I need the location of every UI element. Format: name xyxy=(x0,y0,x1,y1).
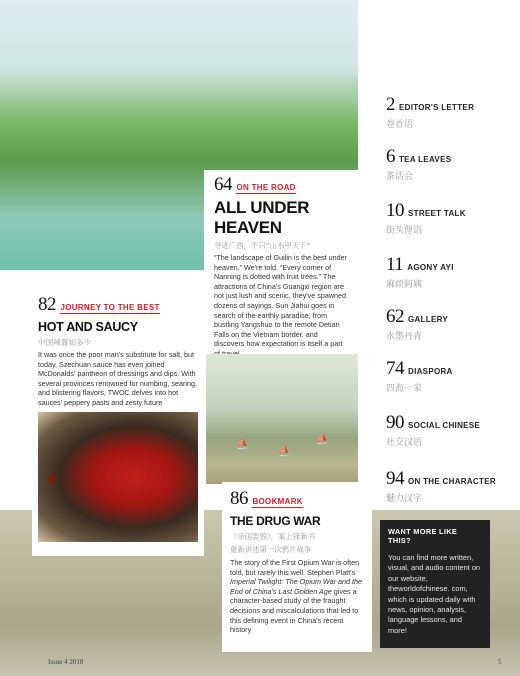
toc-item-tea-leaves[interactable] xyxy=(386,146,451,182)
feature-subtitle-cn: 中国辣酱知多少 xyxy=(38,338,92,347)
ship-icon: ⛵ xyxy=(316,434,329,445)
toc-label-cn: 茶话会 xyxy=(386,172,414,182)
toc-label: SOCIAL CHINESE xyxy=(408,421,481,430)
toc-label: TEA LEAVES xyxy=(399,155,452,164)
toc-label-cn: 社交汉语 xyxy=(386,438,423,448)
feature-hot-and-saucy[interactable] xyxy=(32,288,204,556)
toc-item-agony-ayi[interactable] xyxy=(386,254,454,290)
ship-icon: ⛵ xyxy=(278,446,291,457)
toc-label-cn: 街头俚语 xyxy=(386,226,423,236)
toc-label-cn: 麻烦阿姨 xyxy=(386,280,423,290)
feature-subtitle-cn-line-2: 重新讲述第一次鸦片战争 xyxy=(230,545,312,554)
toc-label-cn: 魅力汉字 xyxy=(386,494,423,504)
feature-body xyxy=(230,558,366,635)
feature-headline: ALL UNDER HEAVEN xyxy=(214,198,310,237)
feature-headline: THE DRUG WAR xyxy=(230,514,321,528)
toc-label-cn: 水墨丹青 xyxy=(386,332,423,342)
feature-body-part: gives a character-based study of the fraught decisions and miscalculations that led to this defining event in China's recent history xyxy=(230,586,359,635)
toc-page-number: 90 xyxy=(386,412,404,433)
hot-sauce-photo xyxy=(38,412,198,542)
toc-item-social-chinese[interactable] xyxy=(386,412,480,448)
feature-body: “The landscape of Guilin is the best under heaven,” We're told. “Every corner of Nanning is dotted with fruit trees.” The attractions of China's Guangxi region are not just lush and scenic, they've spawned dozens of sayings. Sun Jiahui goes in search of the earthly paradise, from bustling Yangshuo to the remote Detian Falls on the Vietnam border, and discovers how expectation is itself a part xyxy=(214,253,348,349)
toc-label: EDITOR'S LETTER xyxy=(399,103,475,112)
feature-page-number: 82 xyxy=(38,294,56,315)
toc-item-gallery[interactable] xyxy=(386,306,448,342)
toc-label: GALLERY xyxy=(408,315,449,324)
toc-page-number: 94 xyxy=(386,468,404,489)
feature-headline: HOT AND SAUCY xyxy=(38,320,138,334)
promo-text: You can find more written, visual, and audio content on our website, theworldofchinese. com, which is updated daily with news, opinion, analysis, language lessons, and more! xyxy=(388,553,481,635)
star-anise-icon: ✷ xyxy=(44,469,60,490)
feature-section-label: JOURNEY TO THE BEST xyxy=(60,303,160,312)
toc-label: DIASPORA xyxy=(408,367,453,376)
feature-all-under-heaven[interactable] xyxy=(204,170,358,360)
toc-label-cn: 四海一家 xyxy=(386,384,423,394)
toc-page-number: 10 xyxy=(386,200,404,221)
toc-page-number: 2 xyxy=(386,94,395,115)
toc-label: AGONY AYI xyxy=(407,263,454,272)
feature-subtitle-cn-line-1: 《帝国轰毁》，案上锋新书 xyxy=(230,532,315,541)
toc-item-editors-letter[interactable] xyxy=(386,94,474,130)
ship-icon: ⛵ xyxy=(236,439,249,450)
feature-page-number: 64 xyxy=(214,174,232,195)
feature-page-number: 86 xyxy=(230,488,248,509)
page-number: 5 xyxy=(498,658,502,666)
issue-label: Issue 4 2018 xyxy=(48,658,84,666)
toc-label: STREET TALK xyxy=(408,209,466,218)
promo-title: WANT MORE LIKE THIS? xyxy=(388,527,458,545)
feature-section-label: BOOKMARK xyxy=(252,497,303,506)
feature-section-label: ON THE ROAD xyxy=(236,183,296,192)
toc-page-number: 62 xyxy=(386,306,404,327)
promo-box[interactable] xyxy=(380,520,490,648)
harbor-painting xyxy=(206,354,358,484)
feature-body-part: The story of the First Opium War is often told, but rarely this well. Stephen Platt's xyxy=(230,558,360,577)
toc-label: ON THE CHARACTER xyxy=(408,477,496,486)
toc-label-cn: 卷首语 xyxy=(386,120,414,130)
toc-page-number: 11 xyxy=(386,254,404,275)
feature-the-drug-war[interactable] xyxy=(222,482,372,652)
toc-page-number: 74 xyxy=(386,358,404,379)
book-title: Imperial Twilight: The Opium War and the End of China's Last Golden Age xyxy=(230,577,362,596)
toc-item-diaspora[interactable] xyxy=(386,358,453,394)
feature-subtitle-cn: 寻迹广西，不只“山水甲天下” xyxy=(214,241,311,250)
feature-body: It was once the poor man's substitute for salt, but today, Szechuan sauce has even joined McDonalds' pantheon of dressings and dips. With several provinces renowned for numbing, searing, and blistering flavors, TWOC delves into hot sauces' peppery pasts and zesty future xyxy=(38,350,198,407)
toc-item-on-the-character[interactable] xyxy=(386,468,496,504)
toc-item-street-talk[interactable] xyxy=(386,200,466,236)
toc-page-number: 6 xyxy=(386,146,395,167)
